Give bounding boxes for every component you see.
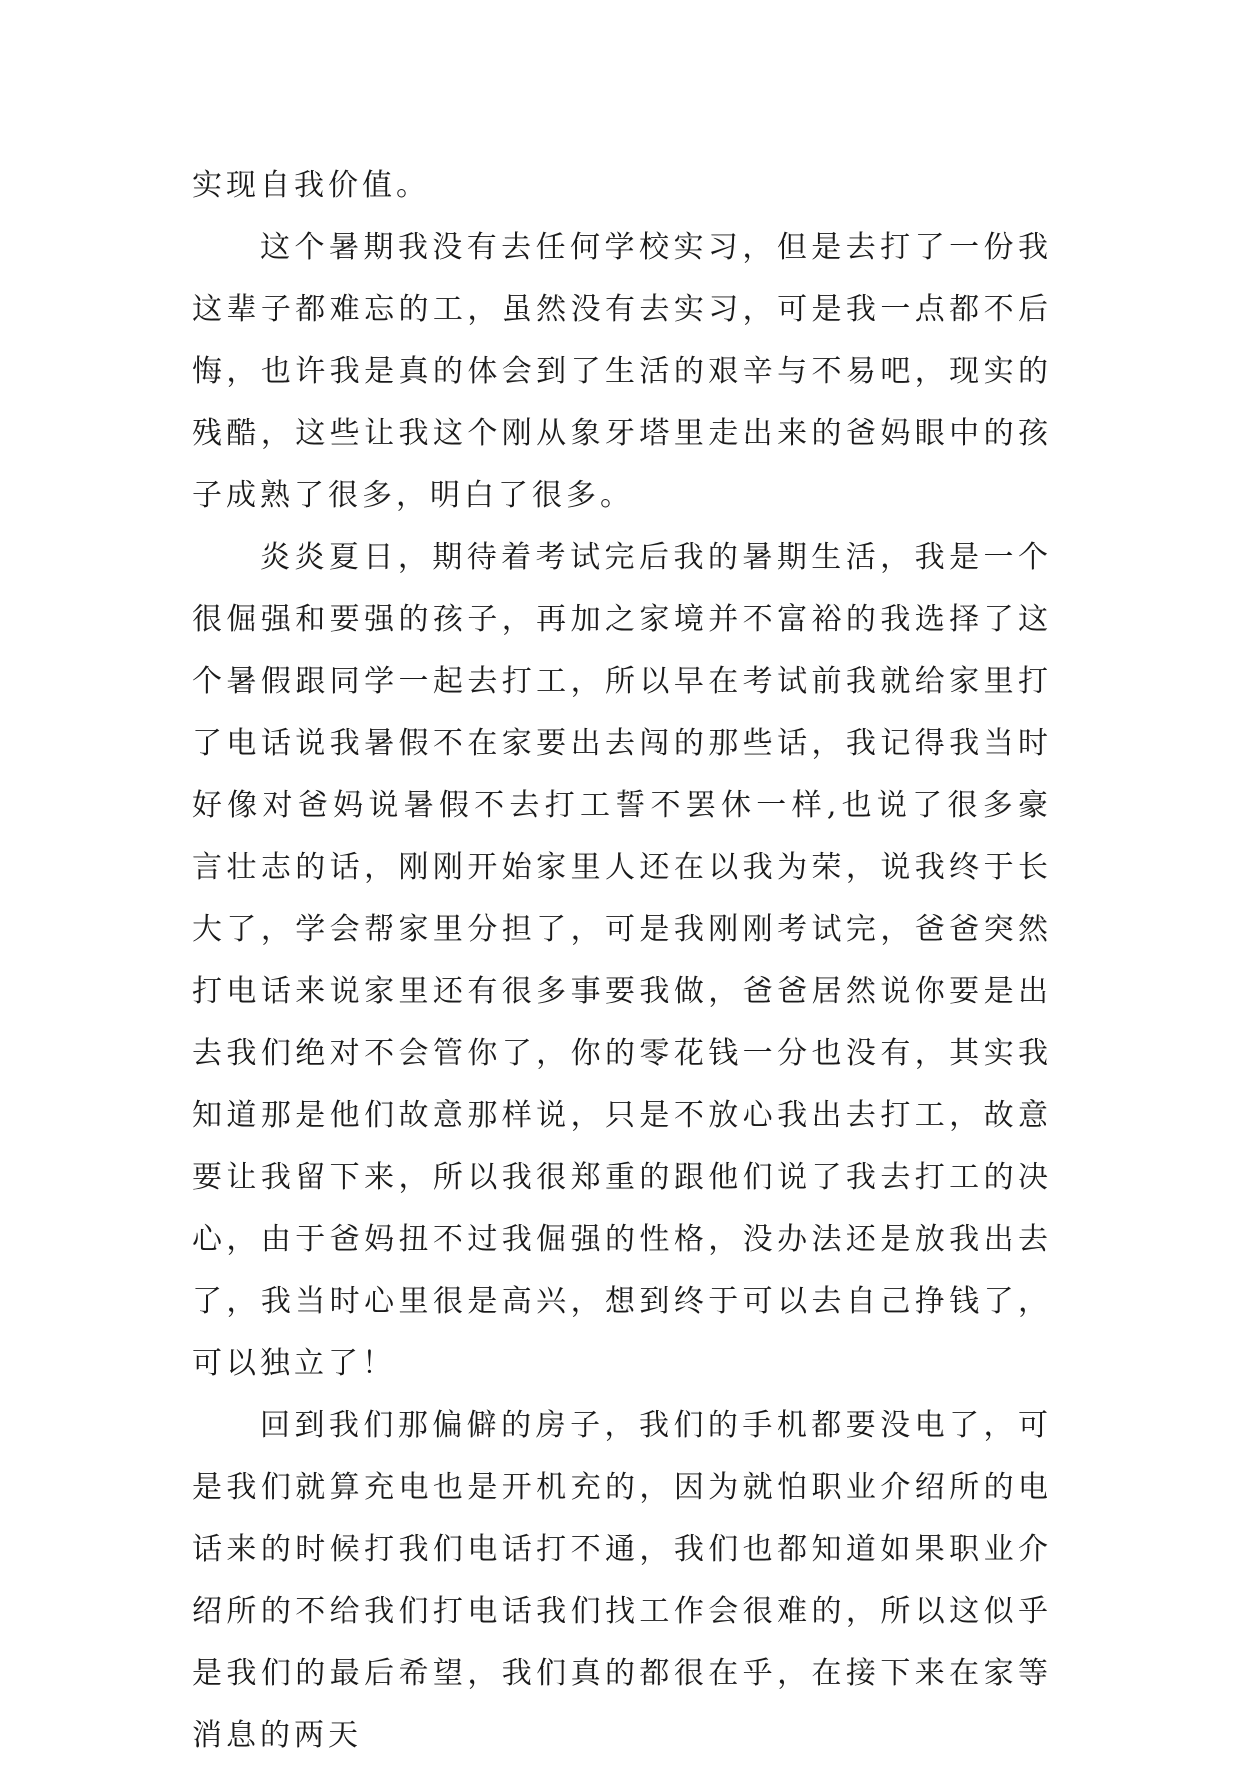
paragraph-2: 这个暑期我没有去任何学校实习，但是去打了一份我这辈子都难忘的工，虽然没有去实习，可是我一点都不后悔，也许我是真的体会到了生活的艰辛与不易吧，现实的残酷，这些让我这个刚从象牙塔里走出来的爸妈眼中的孩子成熟了很多，明白了很多。 [192,230,1052,513]
paragraph-3: 炎炎夏日，期待着考试完后我的暑期生活，我是一个很倔强和要强的孩子，再加之家境并不富裕的我选择了这个暑假跟同学一起去打工，所以早在考试前我就给家里打了电话说我暑假不在家要出去闯的那些话，我记得我当时好像对爸妈说暑假不去打工誓不罢休一样,也说了很多豪言壮志的话，刚刚开始家里人还在以我为荣，说我终于长大了，学会帮家里分担了，可是我刚刚考试完，爸爸突然打电话来说家里还有很多事要我做，爸爸居然说你要是出去我们绝对不会管你了，你的零花钱一分也没有，其实我知道那是他们故意那样说，只是不放心我出去打工，故意要让我留下来，所以我很郑重的跟他们说了我去打工的决心，由于爸妈扭不过我倔强的性格，没办法还是放我出去了，我当时心里很是高兴，想到终于可以去自己挣钱了，可以独立了！ [192,540,1052,1381]
document-body [192,155,1052,1767]
paragraph-4: 回到我们那偏僻的房子，我们的手机都要没电了，可是我们就算充电也是开机充的，因为就怕职业介绍所的电话来的时候打我们电话打不通，我们也都知道如果职业介绍所的不给我们打电话我们找工作会很难的，所以这似乎是我们的最后希望，我们真的都很在乎，在接下来在家等消息的两天 [192,1408,1052,1753]
paragraph-1: 实现自我价值。 [192,168,430,203]
